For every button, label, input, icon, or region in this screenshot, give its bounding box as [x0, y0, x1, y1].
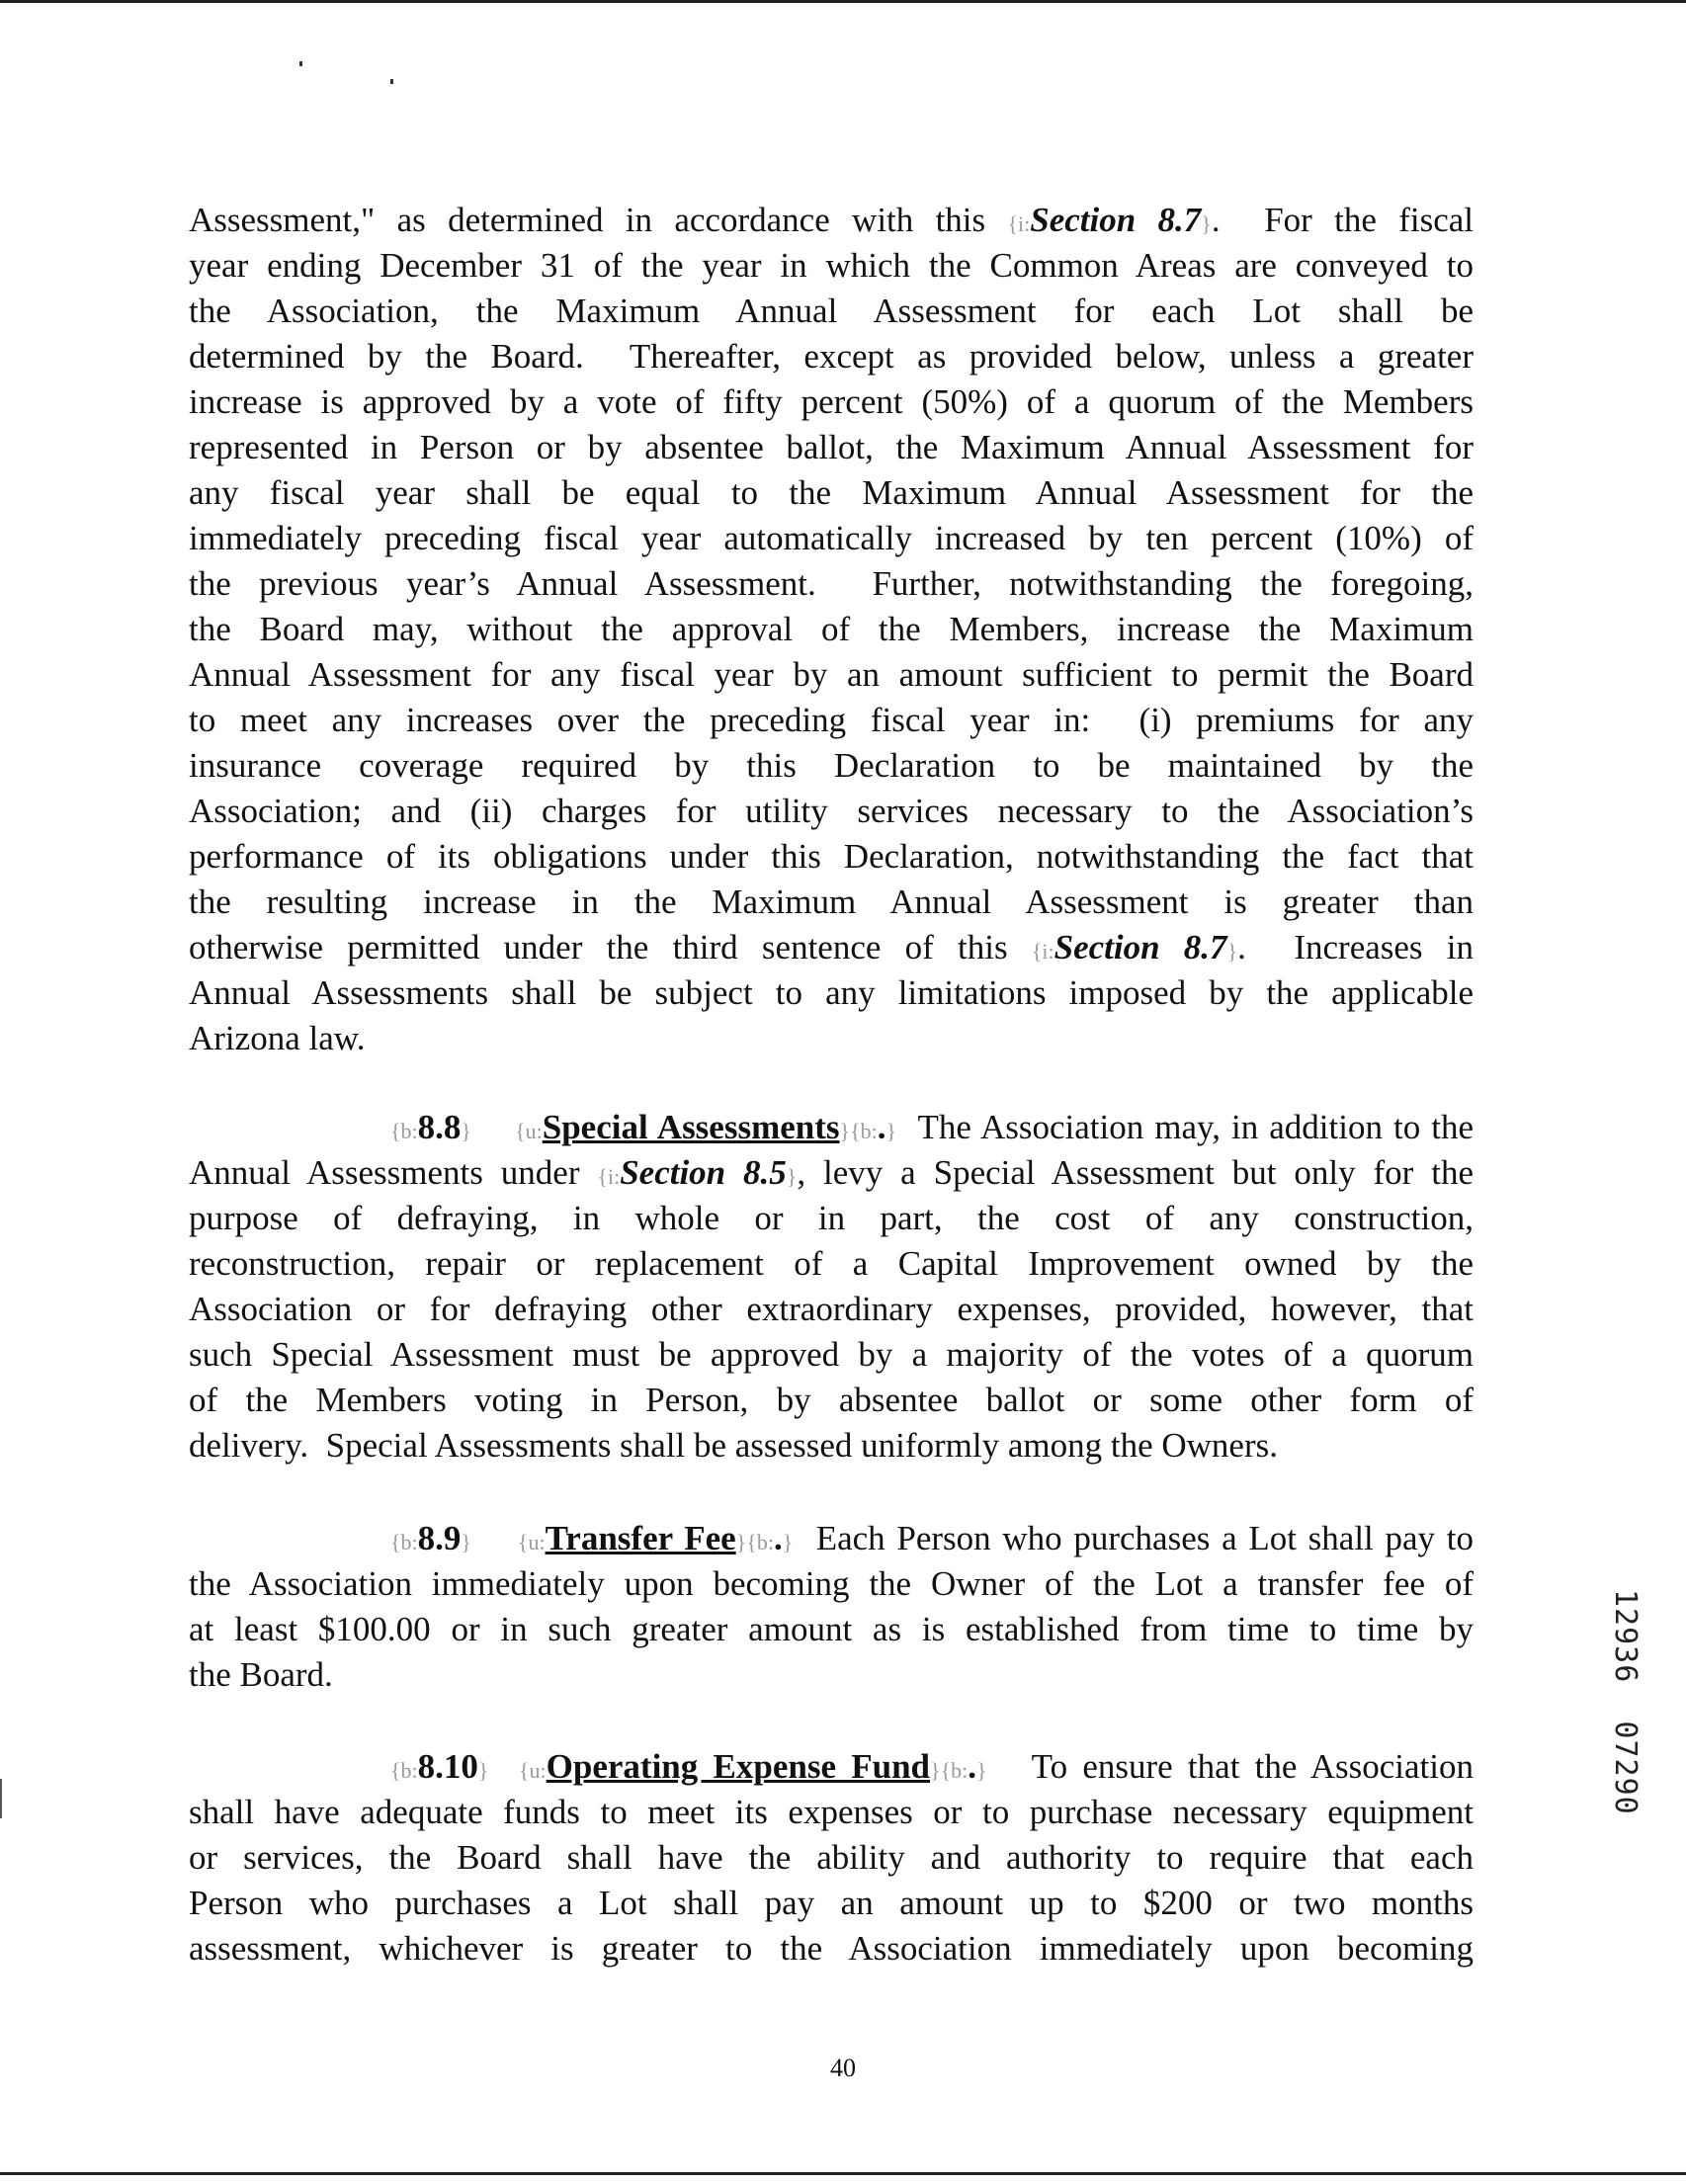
- bold-text: .: [968, 1747, 976, 1786]
- text-line: the Association, the Maximum Annual Assessment for each Lot shall be: [189, 292, 1474, 330]
- text-line: assessment, whichever is greater to the Association immediately upon becoming: [189, 1929, 1474, 1968]
- style-marker: }: [461, 1119, 471, 1143]
- recording-stamp: 12936 07290: [1608, 1589, 1643, 1815]
- paragraph-8-10-operating-expense-fund: [189, 1744, 1474, 1972]
- text-line: such Special Assessment must be approved by a majority of the votes of a quorum: [189, 1335, 1474, 1374]
- section-reference: Section 8.5: [620, 1153, 787, 1192]
- text-line: Arizona law.: [189, 1019, 366, 1057]
- style-marker: {b:: [390, 1119, 418, 1143]
- text-line: the Association immediately upon becoming the Owner of the Lot a transfer fee of: [189, 1564, 1474, 1603]
- text-line: reconstruction, repair or replacement of a Capital Improvement owned by the: [189, 1244, 1474, 1283]
- text-line: insurance coverage required by this Declaration to be maintained by the: [189, 746, 1474, 785]
- style-marker: }: [839, 1119, 851, 1143]
- style-marker: {u:: [515, 1119, 543, 1143]
- style-marker: }: [930, 1758, 941, 1783]
- text-line: to meet any increases over the preceding fiscal year in: (i) premiums for any: [189, 701, 1474, 739]
- text-line: the Board.: [189, 1655, 333, 1694]
- bold-text: .: [877, 1108, 886, 1146]
- style-marker: {u:: [518, 1758, 547, 1783]
- page-number: 40: [830, 2054, 856, 2082]
- bold-text: 8.8: [417, 1108, 462, 1146]
- text-line: the resulting increase in the Maximum Annual Assessment is greater than: [189, 882, 1474, 921]
- style-marker: }: [1201, 211, 1212, 236]
- paragraph-8-9-transfer-fee: [189, 1516, 1474, 1698]
- top-border: [0, 0, 1686, 3]
- text-line: the Board may, without the approval of the Members, increase the Maximum: [189, 610, 1474, 648]
- text-line: immediately preceding fiscal year automatically increased by ten percent (10%) of: [189, 519, 1474, 557]
- text-line: represented in Person or by absentee ballot, the Maximum Annual Assessment for: [189, 428, 1474, 466]
- text-line: {b:8.8} {u:Special Assessments}{b:.} The Association may, in addition to the: [390, 1108, 1474, 1146]
- style-marker: }: [461, 1530, 471, 1554]
- scan-speck: [390, 79, 393, 84]
- text-line: purpose of defraying, in whole or in part, the cost of any construction,: [189, 1199, 1474, 1237]
- scan-edge-mark: [0, 1779, 2, 1818]
- section-heading: Special Assessments: [542, 1108, 840, 1146]
- style-marker: }: [477, 1758, 489, 1783]
- text-line: Association or for defraying other extraordinary expenses, provided, however, that: [189, 1290, 1474, 1328]
- style-marker: {b:: [850, 1119, 878, 1143]
- text-line: of the Members voting in Person, by absentee ballot or some other form of: [189, 1381, 1474, 1419]
- text-line: {b:8.10} {u:Operating Expense Fund}{b:.} To ensure that the Association: [390, 1747, 1474, 1786]
- section-reference: Section 8.7: [1030, 201, 1202, 239]
- scan-speck: [299, 61, 302, 66]
- paragraph-8-7-continued: [189, 198, 1474, 1061]
- bold-text: 8.10: [417, 1747, 478, 1786]
- text-line: at least $100.00 or in such greater amount as is established from time to time by: [189, 1610, 1474, 1648]
- text-line: Association; and (ii) charges for utility services necessary to the Association’s: [189, 792, 1474, 830]
- text-line: determined by the Board. Thereafter, except as provided below, unless a greater: [189, 337, 1474, 376]
- style-marker: {u:: [517, 1530, 546, 1554]
- text-line: or services, the Board shall have the ability and authority to require that each: [189, 1838, 1474, 1877]
- style-marker: }: [885, 1119, 897, 1143]
- style-marker: {b:: [940, 1758, 969, 1783]
- style-marker: {b:: [390, 1530, 418, 1554]
- text-line: Annual Assessments shall be subject to any limitations imposed by the applicable: [189, 973, 1474, 1012]
- text-line: Assessment," as determined in accordance with this {i:Section 8.7}. For the fiscal: [189, 201, 1474, 239]
- style-marker: {i:: [597, 1164, 621, 1189]
- style-marker: }: [786, 1164, 798, 1189]
- text-line: otherwise permitted under the third sentence of this {i:Section 8.7}. Increases in: [189, 928, 1474, 966]
- style-marker: {i:: [1007, 211, 1031, 236]
- style-marker: }: [1226, 939, 1238, 964]
- section-reference: Section 8.7: [1054, 928, 1227, 966]
- section-heading: Transfer Fee: [545, 1519, 736, 1557]
- style-marker: }: [735, 1530, 747, 1554]
- text-line: Annual Assessments under {i:Section 8.5}, levy a Special Assessment but only for the: [189, 1153, 1474, 1192]
- text-line: performance of its obligations under this Declaration, notwithstanding the fact that: [189, 837, 1474, 876]
- bold-text: 8.9: [417, 1519, 462, 1557]
- style-marker: }: [782, 1530, 794, 1554]
- section-heading: Operating Expense Fund: [546, 1747, 930, 1786]
- bottom-border: [0, 2172, 1686, 2175]
- bold-text: .: [773, 1519, 783, 1557]
- text-line: delivery. Special Assessments shall be assessed uniformly among the Owners.: [189, 1426, 1278, 1465]
- text-line: shall have adequate funds to meet its expenses or to purchase necessary equipment: [189, 1793, 1474, 1831]
- paragraph-8-8-special-assessments: [189, 1105, 1474, 1469]
- text-line: the previous year’s Annual Assessment. Further, notwithstanding the foregoing,: [189, 564, 1474, 603]
- text-line: year ending December 31 of the year in which the Common Areas are conveyed to: [189, 246, 1474, 285]
- style-marker: }: [975, 1758, 987, 1783]
- style-marker: {b:: [390, 1758, 418, 1783]
- text-line: Annual Assessment for any fiscal year by an amount sufficient to permit the Board: [189, 655, 1474, 694]
- text-line: any fiscal year shall be equal to the Maximum Annual Assessment for the: [189, 473, 1474, 512]
- style-marker: {i:: [1031, 939, 1054, 964]
- text-line: {b:8.9} {u:Transfer Fee}{b:.} Each Person who purchases a Lot shall pay to: [390, 1519, 1474, 1557]
- text-line: increase is approved by a vote of fifty percent (50%) of a quorum of the Members: [189, 382, 1474, 421]
- text-line: Person who purchases a Lot shall pay an amount up to $200 or two months: [189, 1884, 1474, 1922]
- style-marker: {b:: [746, 1530, 774, 1554]
